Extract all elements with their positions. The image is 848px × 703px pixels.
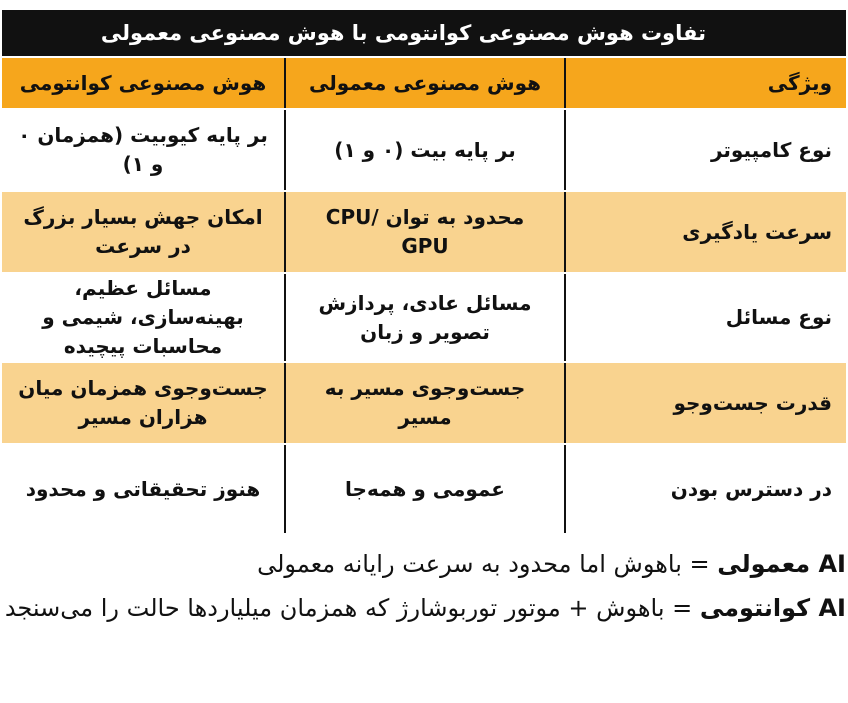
row-feature — [566, 274, 846, 361]
cell-text: بر پایه کیوبیت (همزمان ۰ و ۱) — [18, 123, 268, 176]
cell-text: عمومی و همه‌جا — [345, 476, 505, 501]
table-row — [2, 274, 846, 361]
row-feature — [566, 110, 846, 190]
cell-text: در دسترس بودن — [670, 476, 832, 501]
row-quantum — [2, 363, 284, 443]
cell-text: امکان جهش بسیار بزرگ در سرعت — [23, 205, 263, 258]
cell-text: قدرت جست‌وجو — [673, 390, 832, 415]
row-quantum — [2, 192, 284, 272]
cell-text: جست‌وجوی مسیر به مسیر — [324, 376, 526, 429]
row-quantum — [2, 110, 284, 190]
row-feature — [566, 445, 846, 533]
page-title: تفاوت هوش مصنوعی کوانتومی با هوش مصنوعی معمولی — [100, 21, 706, 45]
row-classic — [284, 363, 566, 443]
row-classic — [284, 192, 566, 272]
row-feature — [566, 363, 846, 443]
note-text: = باهوش اما محدود به سرعت رایانه معمولی — [257, 550, 710, 578]
cell-text: سرعت یادگیری — [682, 219, 832, 244]
cell-text: بر پایه بیت (۰ و ۱) — [334, 137, 516, 162]
cell-text: جست‌وجوی همزمان میان هزاران مسیر — [18, 376, 268, 429]
note-quantum-ai — [2, 586, 846, 630]
cell-text: نوع مسائل — [725, 305, 832, 329]
row-classic — [284, 110, 566, 190]
table-row — [2, 192, 846, 272]
cell-text: هنوز تحقیقاتی و محدود — [25, 476, 261, 501]
row-quantum — [2, 274, 284, 361]
header-quantum-ai — [2, 58, 284, 108]
header-classic-ai — [284, 58, 566, 108]
table-header-row — [2, 58, 846, 108]
footnotes — [2, 542, 846, 630]
header-feature-label: ویژگی — [767, 70, 832, 95]
table-row — [2, 110, 846, 190]
cell-text: مسائل عادی، پردازش تصویر و زبان — [318, 290, 532, 344]
title-bar — [2, 10, 846, 56]
cell-text: مسائل عظیم، بهینه‌سازی، شیمی و محاسبات پیچیده — [42, 276, 244, 358]
cell-text: نوع کامپیوتر — [710, 137, 832, 162]
table-row — [2, 445, 846, 533]
row-classic — [284, 274, 566, 361]
row-quantum — [2, 445, 284, 533]
header-classic-ai-label: هوش مصنوعی معمولی — [309, 70, 541, 95]
note-text: = باهوش + موتور توربوشارژ که همزمان میلیاردها حالت را می‌سنجد — [4, 594, 693, 622]
table-row — [2, 363, 846, 443]
header-quantum-ai-label: هوش مصنوعی کوانتومی — [19, 70, 267, 95]
row-feature — [566, 192, 846, 272]
row-classic — [284, 445, 566, 533]
cell-text: محدود به توان CPU/ GPU — [325, 205, 525, 258]
note-classic-ai — [2, 542, 846, 586]
note-label: AI کوانتومی — [699, 594, 846, 622]
comparison-table — [2, 58, 846, 533]
header-feature — [566, 58, 846, 108]
note-label: AI معمولی — [717, 550, 846, 578]
